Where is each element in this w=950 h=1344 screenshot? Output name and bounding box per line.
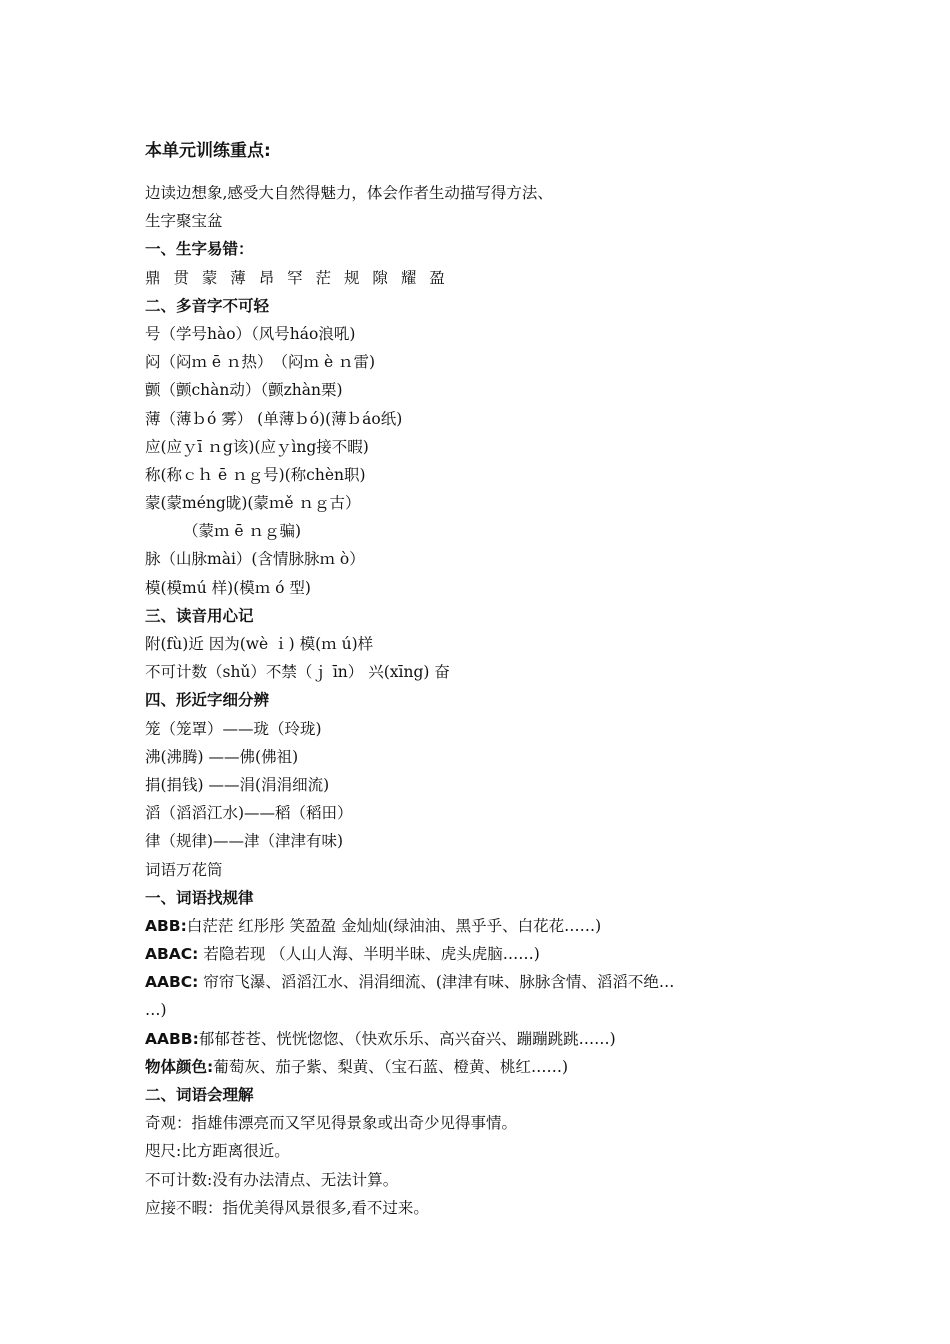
line-text: 若隐若现 （人山人海、半明半昧、虎头虎脑……) <box>198 945 540 964</box>
line-text: 称(称ｃｈ ē ｎｇ号)(称chèn职) <box>145 465 366 484</box>
line-text: 应接不暇：指优美得风景很多,看不过来。 <box>145 1198 429 1217</box>
term-label: AABC: <box>145 973 199 992</box>
text-line <box>145 743 805 771</box>
line-text: 号（学号hào）（风号háo浪吼) <box>145 324 356 343</box>
document-body <box>145 179 805 1222</box>
text-line <box>145 264 805 292</box>
text-line <box>145 1166 805 1194</box>
text-line <box>145 348 805 376</box>
text-line <box>145 968 805 996</box>
text-line <box>145 1194 805 1222</box>
line-text: 闷（闷ｍ ē ｎ热） （闷ｍ è ｎ雷) <box>145 353 376 372</box>
line-text: 词语万花筒 <box>145 860 223 879</box>
section-heading <box>145 884 805 912</box>
line-text: 奇观：指雄伟漂亮而又罕见得景象或出奇少见得事情。 <box>145 1114 518 1133</box>
line-text: 二、多音字不可轻 <box>145 295 270 315</box>
term-label: 物体颜色: <box>145 1057 214 1076</box>
line-text: 沸(沸腾) ——佛(佛祖) <box>145 747 299 766</box>
text-line <box>145 545 805 573</box>
line-text: 颤（颤chàn动）（颤zhàn栗) <box>145 381 343 400</box>
text-line <box>145 574 805 602</box>
line-text: 帘帘飞瀑、滔滔江水、涓涓细流、(津津有味、脉脉含情、滔滔不绝… <box>198 973 675 992</box>
line-text: 生字聚宝盆 <box>145 212 223 231</box>
text-line <box>145 940 805 968</box>
line-text: 二、词语会理解 <box>145 1085 254 1104</box>
section-heading <box>145 686 805 714</box>
line-text: 三、读音用心记 <box>145 605 254 625</box>
line-text: 脉（山脉mài）(含情脉脉ｍ ò） <box>145 550 365 569</box>
section-heading <box>145 1081 805 1109</box>
line-text: 捐(捐钱) ——涓(涓涓细流) <box>145 775 330 794</box>
term-label: ABAC: <box>145 945 199 964</box>
line-text: 白茫茫 红彤彤 笑盈盈 金灿灿(绿油油、黑乎乎、白花花……) <box>186 916 602 935</box>
line-text: （蒙ｍ ē ｎｇ骗) <box>183 522 302 541</box>
text-line <box>145 630 805 658</box>
term-label: ABB: <box>145 916 187 935</box>
text-line <box>145 1137 805 1165</box>
page-title: 本单元训练重点: <box>145 141 271 161</box>
text-line <box>145 461 805 489</box>
text-line <box>145 771 805 799</box>
text-line <box>145 433 805 461</box>
line-text: 滔（滔滔江水)——稻（稻田） <box>145 804 353 823</box>
text-line <box>145 996 805 1024</box>
line-text: 应(应ｙī ｎg该)(应ｙìng接不暇) <box>145 437 369 456</box>
text-line <box>145 179 805 207</box>
line-text: 葡萄灰、茄子紫、梨黄、（宝石蓝、橙黄、桃红……) <box>213 1057 569 1076</box>
text-line <box>145 912 805 940</box>
text-line <box>145 1109 805 1137</box>
line-text: 附(fù)近 因为(wè ｉ) 模(ｍ ú)样 <box>145 635 374 653</box>
line-text: 律（规律)——津（津津有味) <box>145 832 344 851</box>
text-line <box>145 376 805 404</box>
text-line <box>145 489 805 517</box>
text-line <box>145 1053 805 1081</box>
line-text: 鼎 贯 蒙 薄 昂 罕 茫 规 隙 耀 盈 <box>145 268 449 287</box>
text-line <box>145 405 805 433</box>
line-text: 蒙(蒙méng昽)(蒙ｍě ｎｇ古） <box>145 494 361 513</box>
text-line <box>145 856 805 884</box>
text-line <box>145 207 805 235</box>
line-text: 郁郁苍苍、恍恍惚惚、（快欢乐乐、高兴奋兴、蹦蹦跳跳……) <box>198 1029 616 1048</box>
line-text: …) <box>145 1001 167 1020</box>
text-line <box>145 658 805 686</box>
term-label: AABB: <box>145 1029 199 1048</box>
line-text: 模(模mú 样)(模ｍ ó 型) <box>145 578 311 597</box>
line-text: 薄（薄ｂó 雾） (单薄ｂó)(薄ｂáo纸) <box>145 409 403 428</box>
line-text: 一、词语找规律 <box>145 887 254 907</box>
line-text: 咫尺:比方距离很近。 <box>145 1142 290 1161</box>
line-text: 笼（笼罩）——珑（玲珑) <box>145 719 322 738</box>
line-text: 边读边想象,感受大自然得魅力，体会作者生动描写得方法、 <box>145 184 553 202</box>
line-text: 一、生字易错： <box>145 239 254 259</box>
text-line <box>145 799 805 827</box>
section-heading <box>145 292 805 320</box>
line-text: 不可计数（shǔ）不禁（ｊ īn） 兴(xīng) 奋 <box>145 663 450 682</box>
text-line <box>145 715 805 743</box>
section-heading <box>145 235 805 263</box>
text-line <box>145 827 805 855</box>
line-text: 不可计数:没有办法清点、无法计算。 <box>145 1170 399 1189</box>
line-text: 四、形近字细分辨 <box>145 690 270 710</box>
text-line <box>145 320 805 348</box>
text-line <box>145 517 805 545</box>
section-heading <box>145 602 805 630</box>
text-line <box>145 1025 805 1053</box>
